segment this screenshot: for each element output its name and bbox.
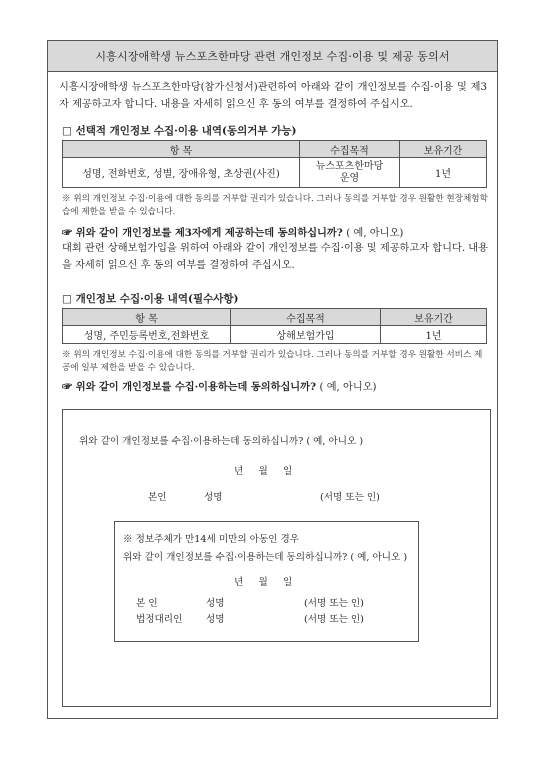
minor-self-label: 본 인	[136, 598, 158, 609]
consent-sign-label[interactable]: (서명 또는 인)	[320, 492, 380, 503]
section2-note: ※ 위의 개인정보 수집·이용에 대한 동의를 거부할 권리가 있습니다. 그러나 동의를 거부할 경우 원활한 서비스 제공에 일부 제한을 받을 수 있습니다.	[62, 350, 483, 373]
section1-ask-options[interactable]: ( 예, 아니오)	[346, 228, 404, 239]
section2-cell-period: 1년	[381, 326, 487, 344]
minor-note: ※ 정보주체가 만14세 미만의 아동인 경우	[123, 534, 300, 545]
minor-self-sign[interactable]: (서명 또는 인)	[304, 598, 364, 609]
section2-consent-question	[62, 378, 377, 393]
section1-ask-text: ☞ 위와 같이 개인정보를 제3자에게 제공하는데 동의하십니까?	[62, 227, 343, 239]
consent-question[interactable]: 위와 같이 개인정보를 수집·이용하는데 동의하십니까? ( 예, 아니오 )	[79, 436, 364, 447]
consent-date[interactable]: 년 월 일	[234, 466, 293, 477]
section1-cell-purpose: 뉴스포츠한마당 운영	[300, 158, 400, 188]
section1-cell-item: 성명, 전화번호, 성별, 장애유형, 초상권(사진)	[63, 158, 300, 188]
minor-rep-label: 법정대리인	[136, 614, 183, 625]
section2-cell-purpose: 상해보험가입	[231, 326, 381, 344]
minor-rep-name[interactable]: 성명	[206, 614, 225, 625]
section1-note: ※ 위의 개인정보 수집·이용에 대한 동의를 거부할 권리가 있습니다. 그러나 동의를 거부할 경우 원활한 현장체험학습에 제한을 받을 수 있습니다.	[62, 194, 488, 217]
section1-third-party-question	[62, 224, 403, 239]
section2-header-item: 항 목	[63, 309, 231, 326]
minor-date[interactable]: 년 월 일	[234, 577, 293, 588]
section2-table	[62, 308, 487, 344]
minor-rep-sign[interactable]: (서명 또는 인)	[304, 614, 364, 625]
document-title-text: 시흥시장애학생 뉴스포츠한마당 관련 개인정보 수집·이용 및 제공 동의서	[95, 50, 450, 63]
third-party-paragraph: 대회 관련 상해보험가입을 위하여 아래와 같이 개인정보를 수집·이용 및 제공하고자 합니다. 내용을 자세히 읽으신 후 동의 여부를 결정하여 주십시오.	[62, 243, 488, 271]
minor-self-name[interactable]: 성명	[206, 598, 225, 609]
section1-heading: □ 선택적 개인정보 수집·이용 내역(동의거부 가능)	[62, 125, 297, 137]
section2-ask-text: ☞ 위와 같이 개인정보를 수집·이용하는데 동의하십니까?	[62, 381, 316, 393]
section2-header-period: 보유기간	[381, 309, 487, 326]
section2-header-purpose: 수집목적	[231, 309, 381, 326]
minor-question[interactable]: 위와 같이 개인정보를 수집·이용하는데 동의하십니까? ( 예, 아니오 )	[123, 552, 408, 563]
section1-cell-period: 1년	[400, 158, 487, 188]
section1-header-purpose: 수집목적	[300, 141, 400, 158]
section2-cell-item: 성명, 주민등록번호,전화번호	[63, 326, 231, 344]
consent-name-label[interactable]: 성명	[204, 492, 223, 503]
section1-header-period: 보유기간	[400, 141, 487, 158]
consent-self-label: 본인	[148, 492, 167, 503]
section2-heading: □ 개인정보 수집·이용 내역(필수사항)	[62, 293, 239, 305]
section2-ask-options[interactable]: ( 예, 아니오)	[319, 382, 377, 393]
intro-paragraph: 시흥시장애학생 뉴스포츠한마당(참가신청서)관련하여 아래와 같이 개인정보를 수집·이용 및 제3자 제공하고자 합니다. 내용을 자세히 읽으신 후 동의 여부를 결정하여 주십시오.	[59, 82, 487, 110]
section1-header-item: 항 목	[63, 141, 300, 158]
section1-table	[62, 140, 487, 188]
document-title	[47, 40, 498, 72]
